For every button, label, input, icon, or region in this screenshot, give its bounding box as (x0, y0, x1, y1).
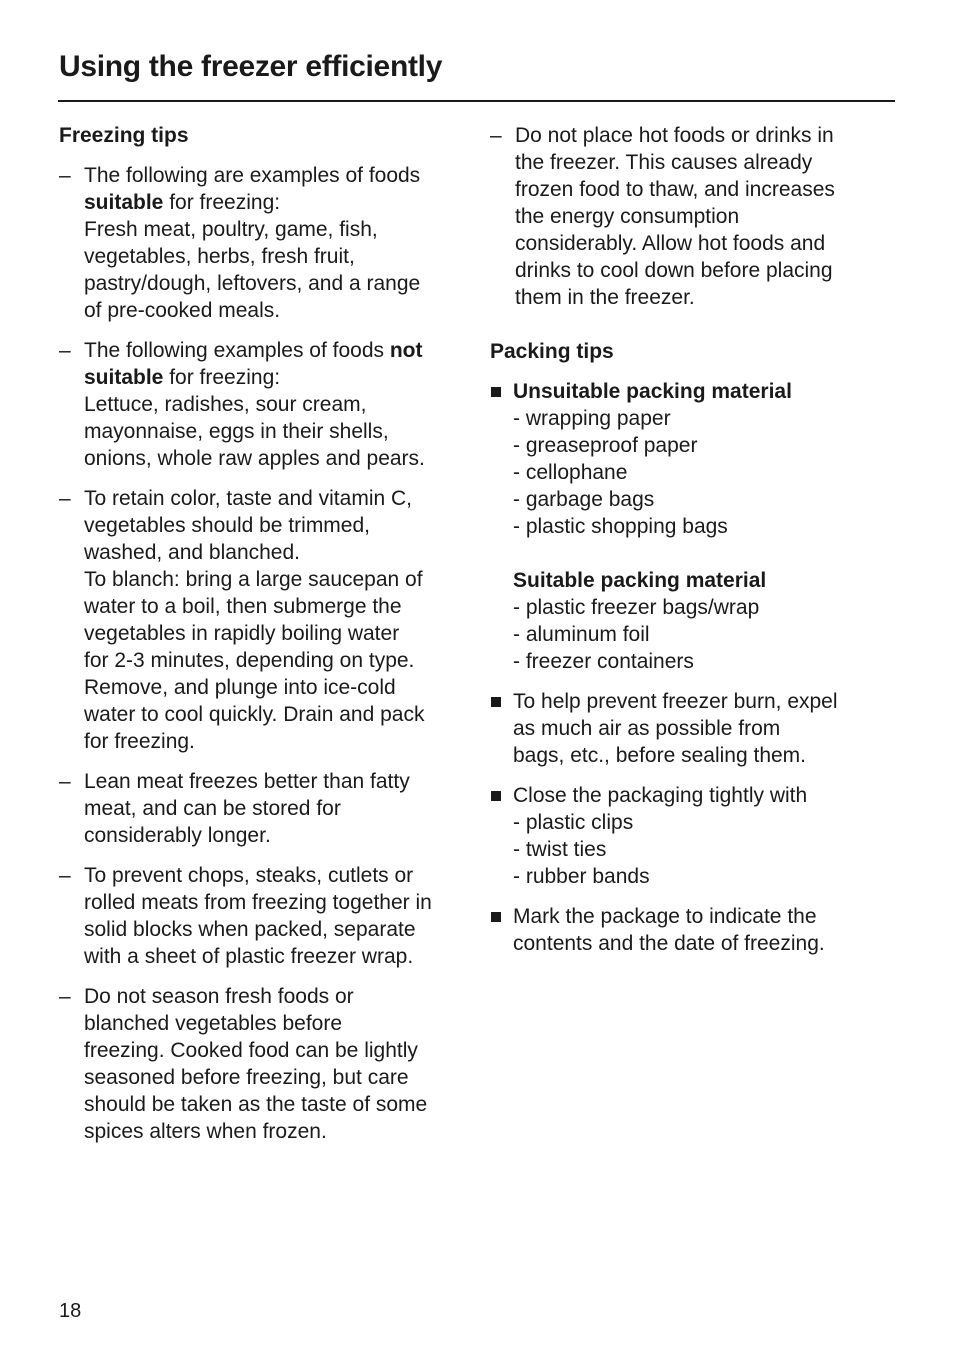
freezing-tips-heading: Freezing tips (59, 124, 189, 147)
unsuitable-packing-title: Unsuitable packing material (513, 380, 792, 403)
tip-text-line: solid blocks when packed, separate (84, 918, 416, 941)
tip-text-line: for 2-3 minutes, depending on type. (84, 649, 415, 672)
tip-text-line: rolled meats from freezing together in (84, 891, 432, 914)
page-number: 18 (59, 1300, 82, 1322)
tip-text-line: spices alters when frozen. (84, 1120, 327, 1143)
tip-text-line: onions, whole raw apples and pears. (84, 447, 425, 470)
tip-text-line: Do not place hot foods or drinks in (515, 124, 834, 147)
tip-text-line (84, 162, 469, 189)
tip-text-line: as much air as possible from (513, 717, 781, 740)
tip-text-line: Do not season fresh foods or (84, 985, 354, 1008)
packing-list-item: - cellophane (513, 461, 628, 484)
packing-list-item: - aluminum foil (513, 623, 650, 646)
tip-text-line: To retain color, taste and vitamin C, (84, 487, 412, 510)
tip-text-line: - rubber bands (513, 865, 650, 888)
title-divider (58, 100, 895, 102)
tip-text: The following examples of foods (84, 339, 390, 362)
tip-text-line: - plastic clips (513, 811, 634, 834)
packing-list-item: - greaseproof paper (513, 434, 698, 457)
packing-list-item: - plastic freezer bags/wrap (513, 596, 760, 619)
emphasis-suitable: suitable (84, 191, 164, 214)
tip-text-line: vegetables, herbs, fresh fruit, (84, 245, 355, 268)
dash-bullet: – (59, 487, 71, 510)
dash-bullet: – (490, 124, 502, 147)
tip-text-line: freezing. Cooked food can be lightly (84, 1039, 418, 1062)
packing-tip-mark-package (490, 903, 890, 957)
square-bullet-icon (491, 791, 501, 801)
suitable-packing-title: Suitable packing material (513, 569, 767, 592)
tip-text-line: drinks to cool down before placing (515, 259, 833, 282)
tip-text-line: Fresh meat, poultry, game, fish, (84, 218, 378, 241)
packing-list-item: - plastic shopping bags (513, 515, 728, 538)
right-column (490, 122, 890, 970)
tip-text: for freezing: (163, 366, 281, 389)
tip-text-line: should be taken as the taste of some (84, 1093, 428, 1116)
packing-tip-freezer-burn (490, 688, 890, 769)
page-title: Using the freezer efficiently (59, 50, 443, 83)
tip-text-line: blanched vegetables before (84, 1012, 343, 1035)
freezing-tip-suitable-foods (59, 162, 469, 324)
tip-text-line (84, 189, 469, 216)
tip-text: for freezing: (163, 191, 281, 214)
tip-text-line: water to cool quickly. Drain and pack (84, 703, 425, 726)
freezing-tip-blanching (59, 485, 469, 755)
tip-text-line: bags, etc., before sealing them. (513, 744, 807, 767)
emphasis-not: not (389, 339, 423, 362)
packing-material-list (490, 378, 890, 675)
freezing-tip-unsuitable-foods (59, 337, 469, 472)
tip-text-line: for freezing. (84, 730, 195, 753)
tip-text-line: water to a boil, then submerge the (84, 595, 402, 618)
tip-text-line: pastry/dough, leftovers, and a range (84, 272, 421, 295)
packing-tip-close-tightly (490, 782, 890, 890)
tip-text-line: Close the packaging tightly with (513, 784, 808, 807)
square-bullet-icon (491, 912, 501, 922)
tip-text-line (84, 364, 469, 391)
tip-text-line: considerably. Allow hot foods and (515, 232, 826, 255)
tip-text-line: To help prevent freezer burn, expel (513, 690, 838, 713)
dash-bullet: – (59, 164, 71, 187)
tip-text: The following are examples of foods (84, 164, 421, 187)
freezing-tip-seasoning (59, 983, 469, 1145)
dash-bullet: – (59, 339, 71, 362)
tip-text-line: the energy consumption (515, 205, 740, 228)
freezing-tip-separate-meats (59, 862, 469, 970)
freezing-tip-hot-foods (490, 122, 890, 311)
tip-text-line: Remove, and plunge into ice-cold (84, 676, 396, 699)
square-bullet-icon (491, 387, 501, 397)
tip-text-line: Lean meat freezes better than fatty (84, 770, 410, 793)
tip-text-line: meat, and can be stored for (84, 797, 341, 820)
packing-tips-heading: Packing tips (490, 340, 614, 363)
dash-bullet: – (59, 985, 71, 1008)
tip-text-line (84, 337, 469, 364)
dash-bullet: – (59, 770, 71, 793)
tip-text-line: seasoned before freezing, but care (84, 1066, 409, 1089)
tip-text-line: them in the freezer. (515, 286, 695, 309)
freezing-tips-column (59, 122, 469, 1158)
tip-text-line: - twist ties (513, 838, 607, 861)
tip-text-line: To blanch: bring a large saucepan of (84, 568, 423, 591)
emphasis-suitable: suitable (84, 366, 164, 389)
freezing-tip-lean-meat (59, 768, 469, 849)
packing-list-item: - garbage bags (513, 488, 655, 511)
tip-text-line: frozen food to thaw, and increases (515, 178, 835, 201)
tip-text-line: Mark the package to indicate the (513, 905, 817, 928)
tip-text-line: washed, and blanched. (84, 541, 300, 564)
square-bullet-icon (491, 697, 501, 707)
tip-text-line: with a sheet of plastic freezer wrap. (84, 945, 414, 968)
tip-text-line: mayonnaise, eggs in their shells, (84, 420, 389, 443)
tip-text-line: Lettuce, radishes, sour cream, (84, 393, 367, 416)
packing-list-item: - wrapping paper (513, 407, 671, 430)
tip-text-line: the freezer. This causes already (515, 151, 813, 174)
tip-text-line: contents and the date of freezing. (513, 932, 825, 955)
packing-list-item: - freezer containers (513, 650, 694, 673)
tip-text-line: vegetables should be trimmed, (84, 514, 370, 537)
tip-text-line: vegetables in rapidly boiling water (84, 622, 400, 645)
tip-text-line: To prevent chops, steaks, cutlets or (84, 864, 414, 887)
tip-text-line: considerably longer. (84, 824, 271, 847)
dash-bullet: – (59, 864, 71, 887)
tip-text-line: of pre-cooked meals. (84, 299, 281, 322)
